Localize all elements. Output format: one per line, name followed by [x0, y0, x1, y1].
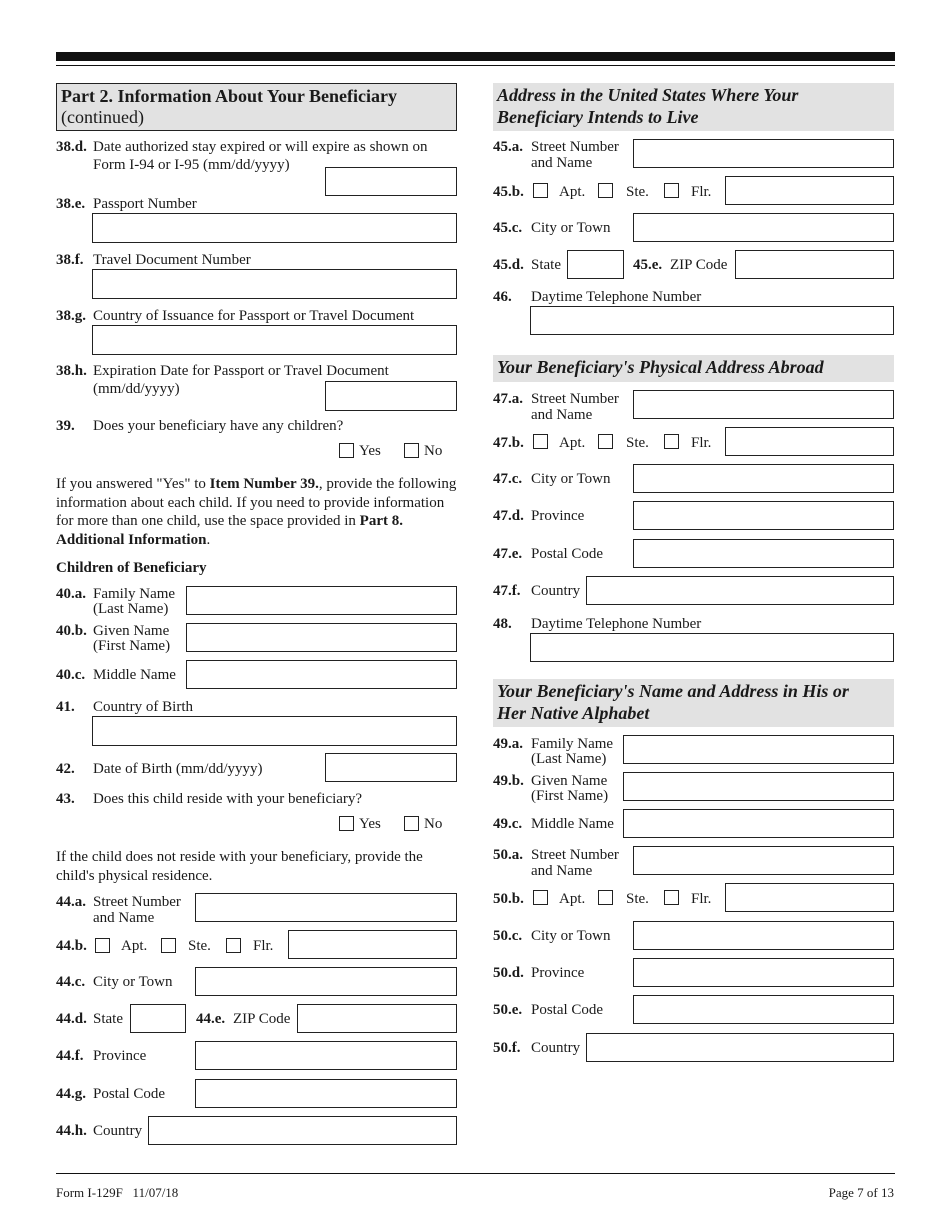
- native-apt-label: Apt.: [559, 891, 586, 907]
- child-street-input[interactable]: [195, 893, 457, 922]
- part-title: Part 2. Information About Your Beneficiary: [61, 86, 397, 106]
- item-49b-number: 49.b.: [493, 773, 524, 789]
- item-38d-label: Date authorized stay expired or will expire as shown on: [93, 139, 428, 155]
- item-47a-label-2: and Name: [531, 407, 593, 423]
- part-subtitle: (continued): [61, 107, 144, 127]
- item-49a-number: 49.a.: [493, 736, 523, 752]
- child-country-of-birth-input[interactable]: [92, 716, 457, 746]
- item-44a-label-2: and Name: [93, 910, 155, 926]
- children-heading: Children of Beneficiary: [56, 560, 207, 576]
- item-50a-label-2: and Name: [531, 863, 593, 879]
- item-41-label: Country of Birth: [93, 699, 193, 715]
- us-flr-checkbox[interactable]: [664, 183, 679, 198]
- abroad-city-input[interactable]: [633, 464, 894, 493]
- item-47f-label: Country: [531, 583, 581, 599]
- abroad-flr-checkbox[interactable]: [664, 434, 679, 449]
- us-flr-label: Flr.: [691, 184, 712, 200]
- child-country-input[interactable]: [148, 1116, 457, 1145]
- native-city-input[interactable]: [633, 921, 894, 950]
- abroad-apt-label: Apt.: [559, 435, 586, 451]
- us-zip-code-input[interactable]: [735, 250, 894, 279]
- item-38d-number: 38.d.: [56, 139, 87, 155]
- native-alphabet-section-heading: [493, 679, 894, 727]
- top-thick-rule: [56, 52, 895, 61]
- abroad-ste-label: Ste.: [626, 435, 649, 451]
- item-44d-number: 44.d.: [56, 1011, 87, 1027]
- item-38h-label: Expiration Date for Passport or Travel Document: [93, 363, 389, 379]
- item-39-number: 39.: [56, 418, 75, 434]
- item-49a-label: Family Name: [531, 736, 614, 752]
- item-45d-label: State: [531, 257, 561, 273]
- child-given-name-input[interactable]: [186, 623, 457, 652]
- item-44d-label: State: [93, 1011, 123, 1027]
- abroad-address-section-heading: Your Beneficiary's Physical Address Abroad: [493, 355, 894, 382]
- item-50b-number: 50.b.: [493, 891, 524, 907]
- item-41-number: 41.: [56, 699, 75, 715]
- item-44g-label: Postal Code: [93, 1086, 166, 1102]
- item-40a-number: 40.a.: [56, 586, 86, 602]
- item-44f-label: Province: [93, 1048, 147, 1064]
- item-47c-number: 47.c.: [493, 471, 523, 487]
- children-instructions: If you answered "Yes" to Item Number 39., provide the following information about each child. If you need to provide information for more than one child, use the space provided in Part 8. Additional Information.: [56, 476, 457, 548]
- item-50f-number: 50.f.: [493, 1040, 521, 1056]
- item-40c-number: 40.c.: [56, 667, 86, 683]
- item-50c-number: 50.c.: [493, 928, 523, 944]
- item-44e-label: ZIP Code: [233, 1011, 291, 1027]
- child-apt-checkbox[interactable]: [95, 938, 110, 953]
- item-40a-label-2: (Last Name): [93, 601, 169, 617]
- item-50f-label: Country: [531, 1040, 581, 1056]
- us-ste-checkbox[interactable]: [598, 183, 613, 198]
- item-44a-label: Street Number: [93, 894, 181, 910]
- item-47b-number: 47.b.: [493, 435, 524, 451]
- native-ste-checkbox[interactable]: [598, 890, 613, 905]
- item-38f-number: 38.f.: [56, 252, 84, 268]
- item-45e-label: ZIP Code: [670, 257, 728, 273]
- item-47a-number: 47.a.: [493, 391, 523, 407]
- item-50d-label: Province: [531, 965, 585, 981]
- us-address-heading-line2: Beneficiary Intends to Live: [497, 107, 699, 127]
- item-44h-label: Country: [93, 1123, 143, 1139]
- item-42-number: 42.: [56, 761, 75, 777]
- item-40c-label: Middle Name: [93, 667, 176, 683]
- native-ste-label: Ste.: [626, 891, 649, 907]
- item-49b-label: Given Name: [531, 773, 608, 789]
- item-43-no-label: No: [424, 816, 443, 832]
- native-province-input[interactable]: [633, 958, 894, 987]
- us-city-input[interactable]: [633, 213, 894, 242]
- us-unit-number-input[interactable]: [725, 176, 894, 205]
- item-38g-number: 38.g.: [56, 308, 86, 324]
- item-50a-number: 50.a.: [493, 847, 523, 863]
- abroad-street-input[interactable]: [633, 390, 894, 419]
- item-50d-number: 50.d.: [493, 965, 524, 981]
- child-middle-name-input[interactable]: [186, 660, 457, 689]
- item-44c-number: 44.c.: [56, 974, 86, 990]
- item-43-yes-label: Yes: [359, 816, 381, 832]
- native-street-input[interactable]: [633, 846, 894, 875]
- item-48-number: 48.: [493, 616, 512, 632]
- item-44a-number: 44.a.: [56, 894, 86, 910]
- item-43-no-checkbox[interactable]: [404, 816, 419, 831]
- item-47c-label: City or Town: [531, 471, 611, 487]
- us-address-section-heading: [493, 83, 894, 131]
- item-40b-label-2: (First Name): [93, 638, 171, 654]
- child-unit-number-input[interactable]: [288, 930, 457, 959]
- item-39-yes-checkbox[interactable]: [339, 443, 354, 458]
- country-of-issuance-input[interactable]: [92, 325, 457, 355]
- us-ste-label: Ste.: [626, 184, 649, 200]
- item-47d-label: Province: [531, 508, 585, 524]
- item-50e-label: Postal Code: [531, 1002, 604, 1018]
- item-44g-number: 44.g.: [56, 1086, 86, 1102]
- child-flr-checkbox[interactable]: [226, 938, 241, 953]
- child-apt-label: Apt.: [121, 938, 148, 954]
- item-44h-number: 44.h.: [56, 1123, 87, 1139]
- authorized-stay-date-input[interactable]: [325, 167, 457, 196]
- child-residence-instructions: If the child does not reside with your beneficiary, provide the child's physical residence.: [56, 849, 423, 884]
- native-alphabet-heading-line2: Her Native Alphabet: [497, 703, 650, 723]
- native-given-name-input[interactable]: [623, 772, 894, 801]
- us-daytime-phone-input[interactable]: [530, 306, 894, 335]
- item-44b-number: 44.b.: [56, 938, 87, 954]
- item-49b-label-2: (First Name): [531, 788, 609, 804]
- native-apt-checkbox[interactable]: [533, 890, 548, 905]
- item-40a-label: Family Name: [93, 586, 176, 602]
- item-47e-label: Postal Code: [531, 546, 604, 562]
- item-50c-label: City or Town: [531, 928, 611, 944]
- item-39-no-label: No: [424, 443, 443, 459]
- native-unit-number-input[interactable]: [725, 883, 894, 912]
- item-44f-number: 44.f.: [56, 1048, 84, 1064]
- item-48-label: Daytime Telephone Number: [531, 616, 702, 632]
- item-49a-label-2: (Last Name): [531, 751, 607, 767]
- item-45d-number: 45.d.: [493, 257, 524, 273]
- child-state-input[interactable]: [130, 1004, 186, 1033]
- us-apt-checkbox[interactable]: [533, 183, 548, 198]
- abroad-postal-code-input[interactable]: [633, 539, 894, 568]
- item-45c-number: 45.c.: [493, 220, 523, 236]
- item-38e-number: 38.e.: [56, 196, 86, 212]
- passport-number-input[interactable]: [92, 213, 457, 243]
- abroad-country-input[interactable]: [586, 576, 894, 605]
- item-44c-label: City or Town: [93, 974, 173, 990]
- child-zip-code-input[interactable]: [297, 1004, 457, 1033]
- abroad-province-input[interactable]: [633, 501, 894, 530]
- child-date-of-birth-input[interactable]: [325, 753, 457, 782]
- item-40b-label: Given Name: [93, 623, 170, 639]
- child-family-name-input[interactable]: [186, 586, 457, 615]
- abroad-flr-label: Flr.: [691, 435, 712, 451]
- native-middle-name-input[interactable]: [623, 809, 894, 838]
- native-country-input[interactable]: [586, 1033, 894, 1062]
- child-province-input[interactable]: [195, 1041, 457, 1070]
- footer-rule: [56, 1173, 895, 1174]
- us-address-heading-line1: Address in the United States Where Your: [497, 85, 799, 105]
- child-postal-code-input[interactable]: [195, 1079, 457, 1108]
- item-45c-label: City or Town: [531, 220, 611, 236]
- item-39-yes-label: Yes: [359, 443, 381, 459]
- item-46-number: 46.: [493, 289, 512, 305]
- item-45b-number: 45.b.: [493, 184, 524, 200]
- item-38h-number: 38.h.: [56, 363, 87, 379]
- item-47a-label: Street Number: [531, 391, 619, 407]
- item-43-label: Does this child reside with your beneficiary?: [93, 791, 363, 807]
- item-49c-label: Middle Name: [531, 816, 614, 832]
- item-50a-label: Street Number: [531, 847, 619, 863]
- item-40b-number: 40.b.: [56, 623, 87, 639]
- abroad-unit-number-input[interactable]: [725, 427, 894, 456]
- item-43-number: 43.: [56, 791, 75, 807]
- item-43-yes-checkbox[interactable]: [339, 816, 354, 831]
- travel-document-number-input[interactable]: [92, 269, 457, 299]
- item-47e-number: 47.e.: [493, 546, 523, 562]
- item-46-label: Daytime Telephone Number: [531, 289, 702, 305]
- item-47d-number: 47.d.: [493, 508, 524, 524]
- part-heading: [56, 83, 457, 131]
- item-50e-number: 50.e.: [493, 1002, 523, 1018]
- child-ste-checkbox[interactable]: [161, 938, 176, 953]
- item-38h-label-2: (mm/dd/yyyy): [93, 381, 180, 397]
- item-44e-number: 44.e.: [196, 1011, 226, 1027]
- item-45a-number: 45.a.: [493, 139, 523, 155]
- abroad-ste-checkbox[interactable]: [598, 434, 613, 449]
- abroad-daytime-phone-input[interactable]: [530, 633, 894, 662]
- item-38d-label-2: Form I-94 or I-95 (mm/dd/yyyy): [93, 157, 290, 173]
- item-49c-number: 49.c.: [493, 816, 523, 832]
- native-flr-label: Flr.: [691, 891, 712, 907]
- top-thin-rule: [56, 65, 895, 66]
- abroad-apt-checkbox[interactable]: [533, 434, 548, 449]
- native-alphabet-heading-line1: Your Beneficiary's Name and Address in His or: [497, 681, 849, 701]
- item-38e-label: Passport Number: [93, 196, 197, 212]
- item-38f-label: Travel Document Number: [93, 252, 251, 268]
- us-apt-label: Apt.: [559, 184, 586, 200]
- native-flr-checkbox[interactable]: [664, 890, 679, 905]
- us-state-input[interactable]: [567, 250, 624, 279]
- us-street-input[interactable]: [633, 139, 894, 168]
- item-47f-number: 47.f.: [493, 583, 521, 599]
- item-45a-label: Street Number: [531, 139, 619, 155]
- child-flr-label: Flr.: [253, 938, 274, 954]
- native-postal-code-input[interactable]: [633, 995, 894, 1024]
- item-39-label: Does your beneficiary have any children?: [93, 418, 344, 434]
- item-38g-label: Country of Issuance for Passport or Travel Document: [93, 308, 415, 324]
- expiration-date-input[interactable]: [325, 381, 457, 411]
- item-45e-number: 45.e.: [633, 257, 663, 273]
- child-ste-label: Ste.: [188, 938, 211, 954]
- item-45a-label-2: and Name: [531, 155, 593, 171]
- native-family-name-input[interactable]: [623, 735, 894, 764]
- footer-page-number: Page 7 of 13: [828, 1185, 894, 1200]
- child-city-input[interactable]: [195, 967, 457, 996]
- item-39-no-checkbox[interactable]: [404, 443, 419, 458]
- footer-form-id: Form I-129F 11/07/18: [56, 1185, 179, 1200]
- item-42-label: Date of Birth (mm/dd/yyyy): [93, 761, 263, 777]
